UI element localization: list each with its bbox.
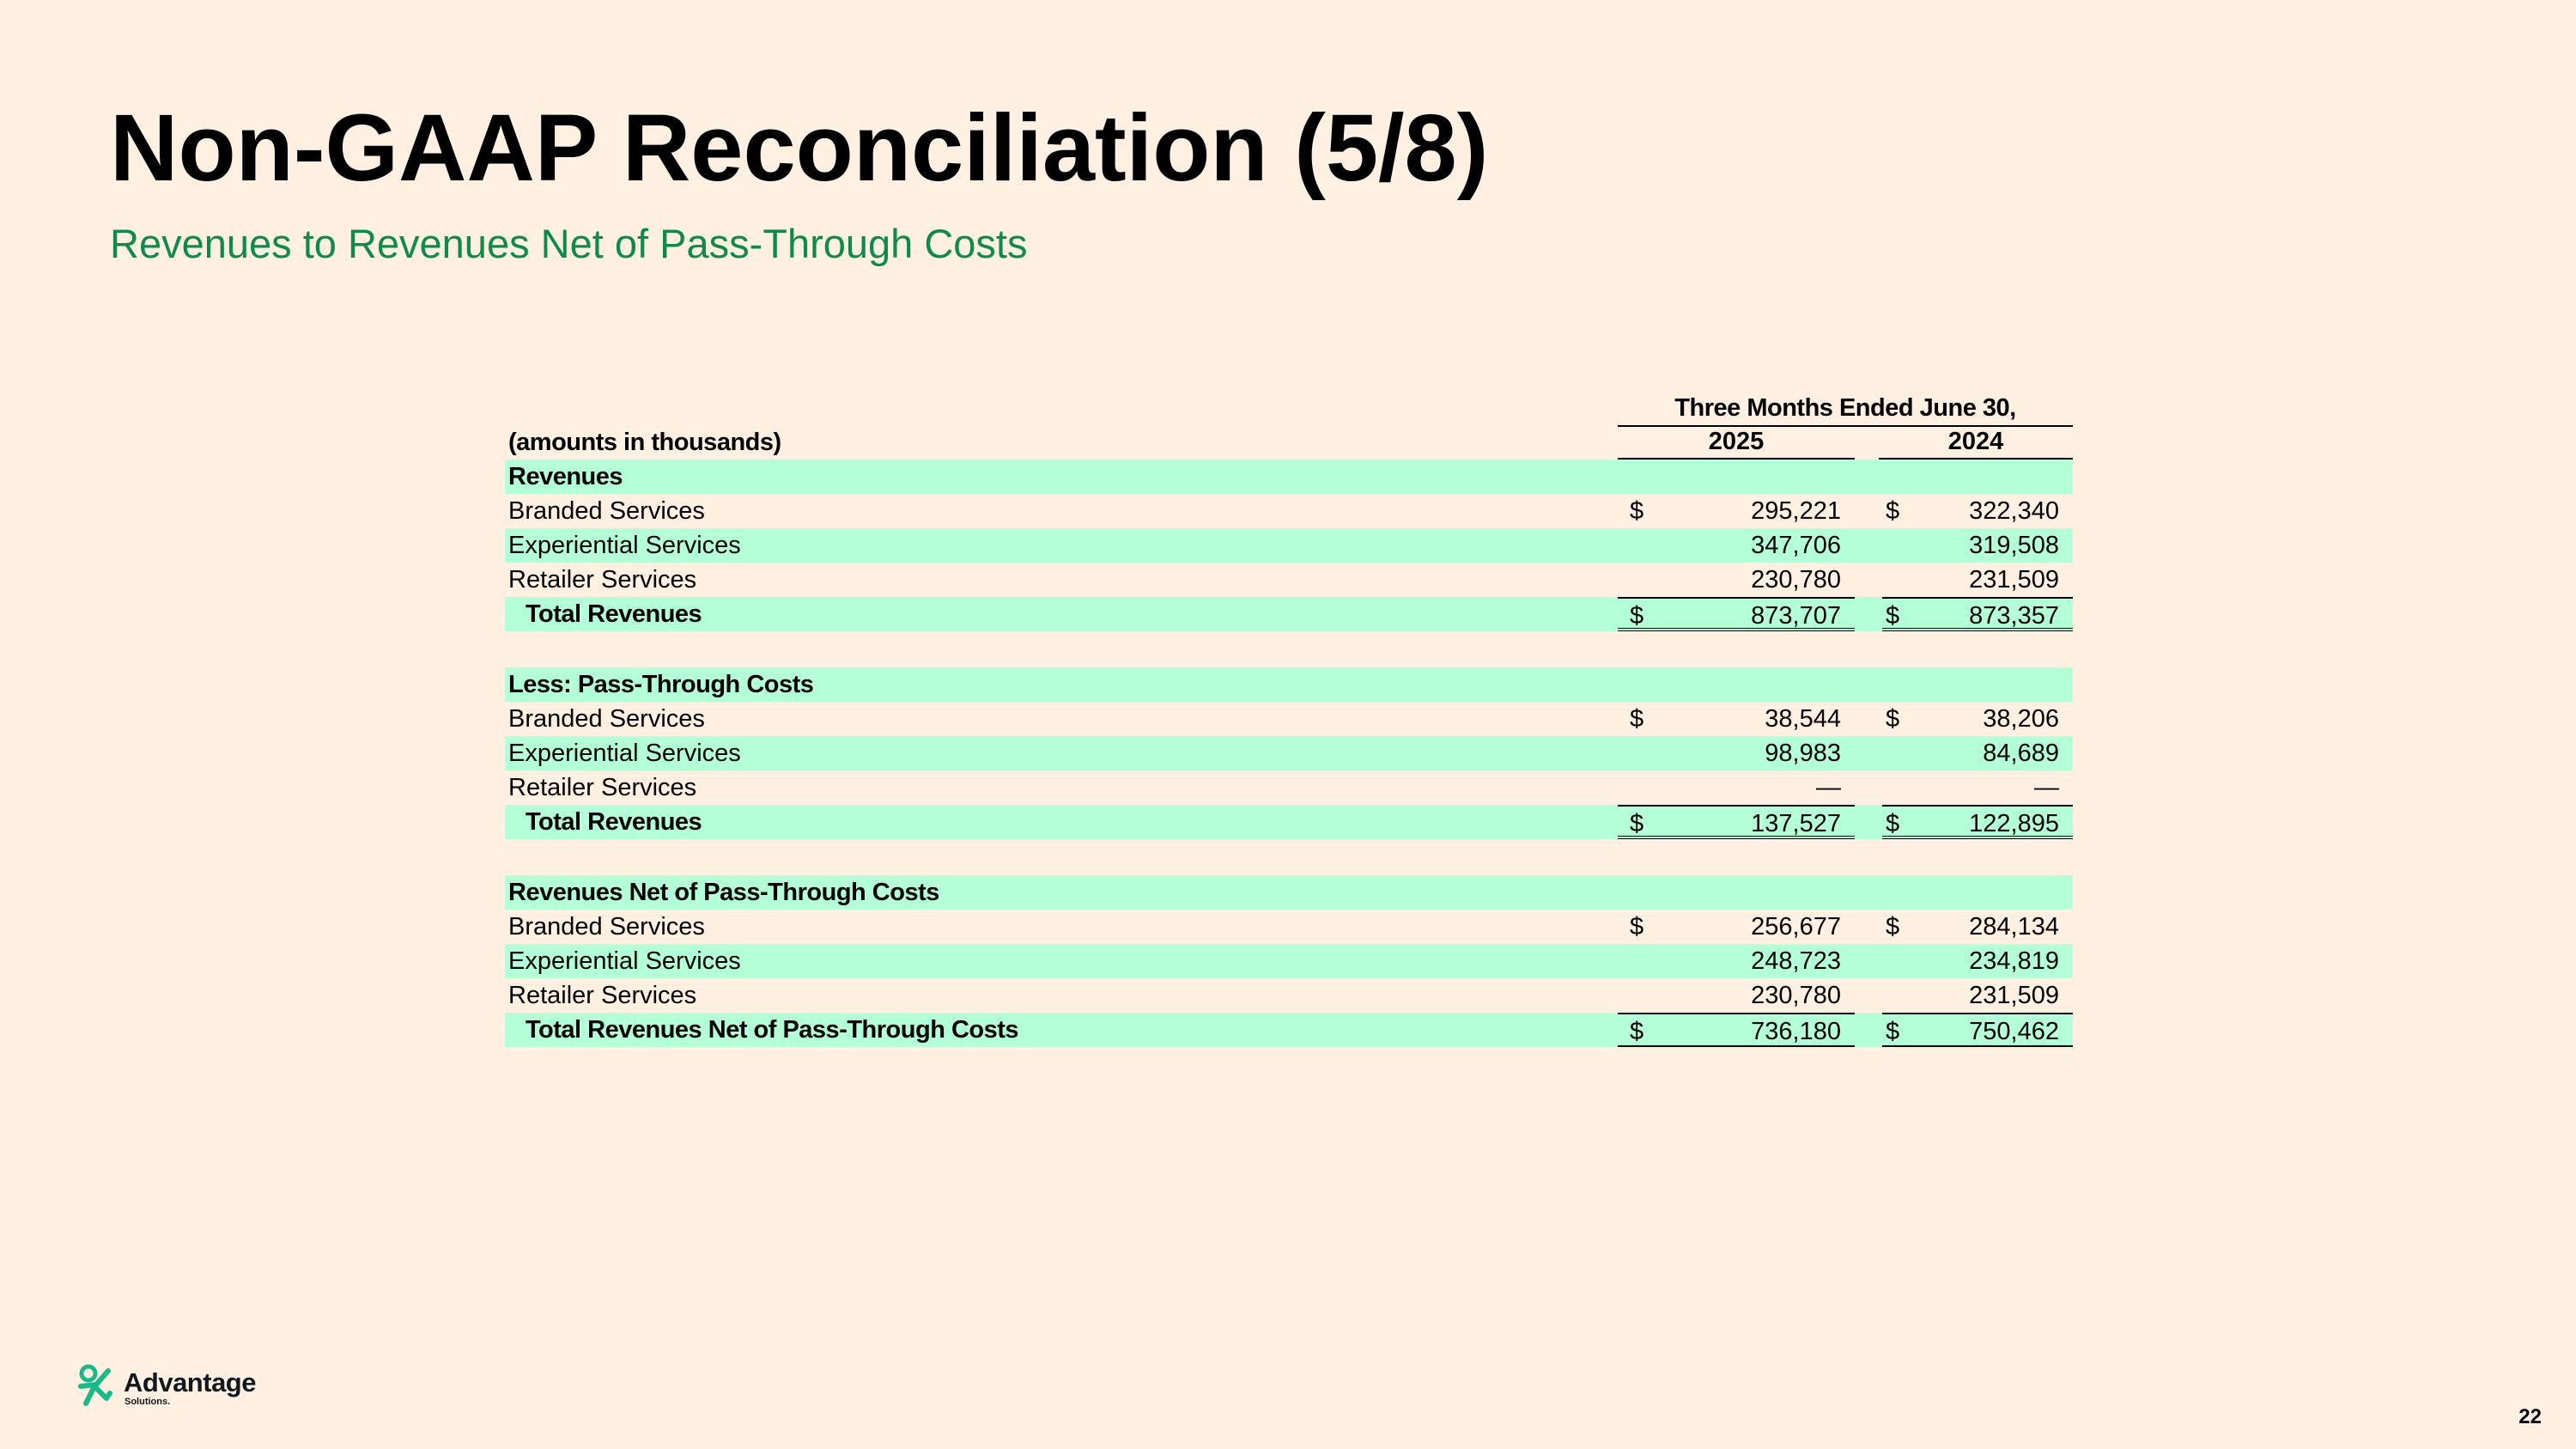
table-row [505, 494, 2073, 528]
total-2024-cell [1882, 805, 2073, 839]
total-row [505, 597, 2073, 631]
value-2024-cell [1882, 944, 2073, 978]
row-label: Branded Services [508, 497, 705, 525]
value-2025-cell [1618, 944, 1855, 978]
value-2024: 319,508 [1969, 532, 2059, 559]
value-2025: — [1816, 774, 1841, 801]
currency-symbol: $ [1630, 1018, 1644, 1045]
page-number: 22 [2518, 1405, 2542, 1428]
value-2025: 295,221 [1751, 497, 1841, 525]
value-2024-cell [1882, 910, 2073, 944]
value-2024-cell [1882, 563, 2073, 597]
value-2024-cell [1882, 770, 2073, 805]
logo-subtext: Solutions. [125, 1397, 171, 1407]
section-heading: Less: Pass-Through Costs [508, 671, 814, 698]
value-2025-cell [1618, 770, 1855, 805]
year-2025-header: 2025 [1618, 425, 1855, 460]
period-header: Three Months Ended June 30, [1618, 391, 2073, 427]
table-row [505, 528, 2073, 563]
currency-symbol: $ [1886, 602, 1900, 630]
total-label: Total Revenues [526, 600, 702, 628]
advantage-logo-icon [76, 1364, 118, 1407]
table-row [505, 944, 2073, 978]
section-spacer [505, 631, 2073, 667]
currency-symbol: $ [1886, 497, 1900, 525]
section-spacer [505, 839, 2073, 875]
currency-symbol: $ [1630, 705, 1644, 733]
value-2025-cell [1618, 978, 1855, 1013]
table-row [505, 563, 2073, 597]
logo-name: Advantage [124, 1367, 256, 1397]
currency-symbol: $ [1630, 913, 1644, 941]
total-2025: 137,527 [1751, 810, 1841, 837]
value-2025: 256,677 [1751, 913, 1841, 941]
value-2024-cell [1882, 528, 2073, 563]
row-label: Experiential Services [508, 947, 741, 975]
row-label: Retailer Services [508, 774, 697, 801]
value-2025-cell [1618, 910, 1855, 944]
value-2025-cell [1618, 563, 1855, 597]
slide-subtitle: Revenues to Revenues Net of Pass-Through Costs [110, 221, 1028, 266]
currency-symbol: $ [1886, 913, 1900, 941]
row-label: Retailer Services [508, 982, 697, 1009]
table-row [505, 770, 2073, 805]
total-2024-cell [1882, 1013, 2073, 1047]
slide-title: Non-GAAP Reconciliation (5/8) [110, 95, 1489, 201]
total-2024-cell [1882, 597, 2073, 631]
value-2025: 248,723 [1751, 947, 1841, 975]
row-label: Experiential Services [508, 532, 741, 559]
value-2025: 98,983 [1765, 740, 1841, 767]
reconciliation-table [505, 391, 2073, 1047]
total-2025-cell [1618, 805, 1855, 839]
total-row [505, 1013, 2073, 1047]
total-2025-cell [1618, 1013, 1855, 1047]
value-2024-cell [1882, 702, 2073, 736]
value-2024: 84,689 [1983, 740, 2059, 767]
value-2025-cell [1618, 736, 1855, 770]
period-header-row [505, 391, 2073, 425]
value-2025-cell [1618, 702, 1855, 736]
section-heading: Revenues [508, 463, 623, 490]
total-2024: 122,895 [1969, 810, 2059, 837]
total-row [505, 805, 2073, 839]
value-2024: 38,206 [1983, 705, 2059, 733]
row-label: Branded Services [508, 913, 705, 941]
row-label: Branded Services [508, 705, 705, 733]
total-2024: 750,462 [1969, 1018, 2059, 1045]
total-label: Total Revenues [526, 808, 702, 836]
year-2024-header: 2024 [1879, 425, 2073, 460]
table-row [505, 910, 2073, 944]
value-2025: 230,780 [1751, 982, 1841, 1009]
table-row [505, 702, 2073, 736]
value-2024: 322,340 [1969, 497, 2059, 525]
value-2025-cell [1618, 528, 1855, 563]
currency-symbol: $ [1630, 810, 1644, 837]
value-2024-cell [1882, 494, 2073, 528]
section-heading-row [505, 460, 2073, 494]
value-2025-cell [1618, 494, 1855, 528]
value-2024: 284,134 [1969, 913, 2059, 941]
row-label: Experiential Services [508, 740, 741, 767]
value-2025: 230,780 [1751, 566, 1841, 594]
value-2024: 231,509 [1969, 566, 2059, 594]
total-2025-cell [1618, 597, 1855, 631]
total-2024: 873,357 [1969, 602, 2059, 630]
currency-symbol: $ [1630, 602, 1644, 630]
units-label: (amounts in thousands) [508, 429, 781, 456]
currency-symbol: $ [1630, 497, 1644, 525]
currency-symbol: $ [1886, 705, 1900, 733]
row-label: Retailer Services [508, 566, 697, 594]
section-heading: Revenues Net of Pass-Through Costs [508, 879, 939, 906]
value-2025: 347,706 [1751, 532, 1841, 559]
value-2024: 231,509 [1969, 982, 2059, 1009]
currency-symbol: $ [1886, 1018, 1900, 1045]
total-2025: 736,180 [1751, 1018, 1841, 1045]
section-heading-row [505, 875, 2073, 910]
total-label: Total Revenues Net of Pass-Through Costs [526, 1016, 1019, 1044]
table-row [505, 736, 2073, 770]
section-heading-row [505, 667, 2073, 702]
value-2024: 234,819 [1969, 947, 2059, 975]
currency-symbol: $ [1886, 810, 1900, 837]
table-row [505, 978, 2073, 1013]
value-2024-cell [1882, 978, 2073, 1013]
value-2025: 38,544 [1765, 705, 1841, 733]
total-2025: 873,707 [1751, 602, 1841, 630]
value-2024-cell [1882, 736, 2073, 770]
value-2024: — [2034, 774, 2059, 801]
company-logo [76, 1364, 282, 1409]
column-header-row [505, 425, 2073, 460]
